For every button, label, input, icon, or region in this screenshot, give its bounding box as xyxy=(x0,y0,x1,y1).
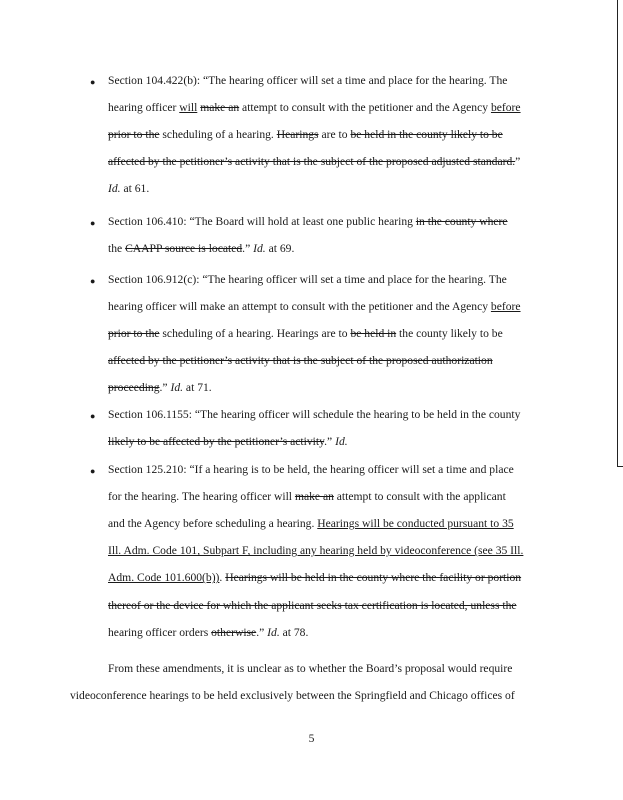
text-run: make an xyxy=(294,490,334,504)
text-run: .” xyxy=(324,435,336,449)
text-run: at 78. xyxy=(279,625,309,639)
bullet-1-line-4 xyxy=(108,155,520,169)
text-run: . xyxy=(219,571,226,585)
scan-edge xyxy=(617,0,618,466)
text-run: are to xyxy=(318,128,351,142)
text-run: .” xyxy=(256,625,268,639)
bullet-3-line-2 xyxy=(108,300,521,314)
bullet-3-line-4 xyxy=(108,354,493,368)
text-run: Ill. Adm. Code 101, Subpart F, including any hearing held by videoconference (see 35 Ill. xyxy=(108,544,524,558)
text-run: Hearings xyxy=(276,128,319,142)
text-run: CAAPP source is located xyxy=(125,242,243,256)
text-run: affected by the petitioner’s activity that is the subject of the proposed adjusted standard. xyxy=(108,155,516,169)
bullet-5-line-3 xyxy=(108,517,514,531)
text-run: affected by the petitioner’s activity that is the subject of the proposed authorization xyxy=(108,354,493,368)
bullet-3-line-3 xyxy=(108,327,503,341)
bullet-marker: ● xyxy=(90,466,96,476)
text-run: and the Agency before scheduling a hearing. xyxy=(108,517,318,531)
text-run: .” xyxy=(159,381,171,395)
paragraph-line-1: From these amendments, it is unclear as to whether the Board’s proposal would require xyxy=(108,662,513,675)
text-run: Id. xyxy=(335,435,348,449)
bullet-4-line-2 xyxy=(108,435,348,449)
text-run: Section 106.410: “The Board will hold at least one public hearing xyxy=(108,215,416,228)
text-run: Hearings will be held in the county where the facility or portion xyxy=(225,571,522,585)
bullet-3-line-1 xyxy=(108,273,507,287)
bullet-5-line-7 xyxy=(108,626,308,640)
text-run: before xyxy=(490,300,521,314)
text-run: Section 106.1155: “The hearing officer will schedule the hearing to be held in the county xyxy=(108,408,521,421)
text-run: attempt to consult with the petitioner and the Agency xyxy=(239,101,491,115)
text-run: hearing officer will make an attempt to consult with the petitioner and the Agency xyxy=(108,300,491,314)
text-run: likely to be affected by the petitioner’s activity xyxy=(108,435,325,449)
text-run: prior to the xyxy=(108,128,160,142)
text-run: be held in xyxy=(350,327,397,341)
text-run: Section 125.210: “If a hearing is to be held, the hearing officer will set a time and place xyxy=(108,463,514,476)
bullet-2-line-1 xyxy=(108,215,508,229)
bullet-2-line-2 xyxy=(108,242,294,256)
paragraph-line-2: videoconference hearings to be held exclusively between the Springfield and Chicago offices of xyxy=(70,689,515,702)
text-run: Id. xyxy=(267,625,280,639)
bullet-5-line-6 xyxy=(108,599,517,613)
bullet-marker: ● xyxy=(90,218,96,228)
text-run: Adm. Code 101.600(b)) xyxy=(108,571,220,585)
text-run: scheduling of a hearing. xyxy=(159,128,277,142)
text-run: Id. xyxy=(253,242,266,256)
bullet-1-line-2 xyxy=(108,101,521,115)
text-run: proceeding xyxy=(108,381,160,395)
bullet-5-line-2 xyxy=(108,490,506,504)
text-run: before xyxy=(490,101,521,115)
text-run: for the hearing. The hearing officer will xyxy=(108,490,295,504)
bullet-1-line-1 xyxy=(108,74,507,88)
text-run: at 69. xyxy=(265,242,295,256)
text-run: Hearings will be conducted pursuant to 35 xyxy=(317,517,514,531)
text-run: thereof or the device for which the applicant seeks tax certification is located, unless the xyxy=(108,598,517,612)
text-run: will xyxy=(179,101,198,115)
bullet-marker: ● xyxy=(90,276,96,286)
scan-edge-step xyxy=(617,466,623,467)
text-run: .” xyxy=(242,242,254,256)
bullet-3-line-5 xyxy=(108,381,212,395)
page-number: 5 xyxy=(308,732,315,745)
text-run: in the county where xyxy=(415,215,508,228)
text-run: Id. xyxy=(170,381,184,395)
text-run: otherwise xyxy=(211,625,257,639)
text-run: hearing officer xyxy=(108,101,180,115)
bullet-marker: ● xyxy=(90,411,96,421)
text-run: ” xyxy=(515,155,521,169)
bullet-5-line-1 xyxy=(108,463,514,477)
text-run: the xyxy=(108,242,126,256)
text-run: attempt to consult with the applicant xyxy=(333,490,506,504)
text-run: scheduling of a hearing. Hearings are to xyxy=(159,327,351,341)
text-run: hearing officer orders xyxy=(108,625,212,639)
text-run: at 71. xyxy=(183,381,212,395)
text-run: prior to the xyxy=(108,327,160,341)
bullet-1-line-3 xyxy=(108,128,503,142)
text-run: the county likely to be xyxy=(396,327,503,341)
bullet-1-line-5 xyxy=(108,182,149,196)
text-run: be held in the county likely to be xyxy=(350,128,503,142)
text-run: make an xyxy=(200,101,240,115)
text-run: Section 106.912(c): “The hearing officer will set a time and place for the hearing. The xyxy=(108,273,507,286)
text-run: Section 104.422(b): “The hearing officer will set a time and place for the hearing. The xyxy=(108,74,508,87)
bullet-marker: ● xyxy=(90,77,96,87)
text-run: at 61. xyxy=(120,182,150,196)
bullet-5-line-4 xyxy=(108,544,523,558)
text-run: Id. xyxy=(108,182,121,196)
bullet-4-line-1 xyxy=(108,408,520,422)
bullet-5-line-5 xyxy=(108,571,521,585)
